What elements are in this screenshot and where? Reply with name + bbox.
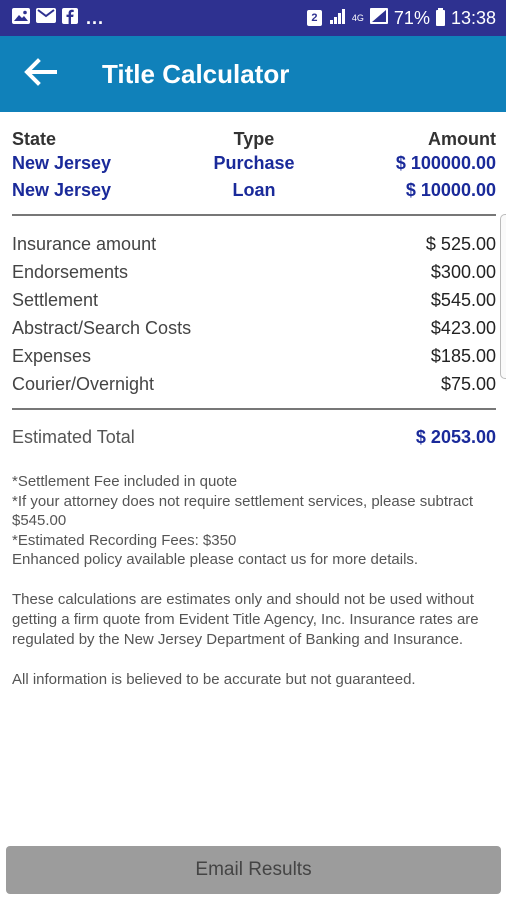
fee-label: Settlement <box>12 289 99 310</box>
email-results-button[interactable]: Email Results <box>6 846 501 894</box>
note-attorney-subtract: *If your attorney does not require settlement services, please subtract $545.00 <box>12 492 474 529</box>
divider <box>12 214 496 216</box>
fee-amount: $ 525.00 <box>425 233 496 254</box>
fee-row-insurance <box>12 230 496 258</box>
more-notifications: ... <box>86 8 105 28</box>
quote-type: Purchase <box>213 153 295 173</box>
quote-state: New Jersey <box>12 153 112 173</box>
fee-row-settlement <box>12 286 496 314</box>
total-amount: $ 2053.00 <box>415 426 496 447</box>
network-type: 4G <box>351 12 364 23</box>
quote-row-loan <box>12 177 496 204</box>
battery-icon <box>436 10 445 26</box>
fee-row-endorsements <box>12 258 496 286</box>
estimated-total-row <box>12 424 496 450</box>
note-settlement-included: *Settlement Fee included in quote <box>12 473 238 490</box>
quote-table-header <box>12 128 496 150</box>
fee-amount: $75.00 <box>440 373 496 394</box>
quote-amount: $ 100000.00 <box>395 153 496 173</box>
fee-amount: $423.00 <box>430 317 496 338</box>
quote-type: Loan <box>232 180 276 200</box>
quote-amount: $ 10000.00 <box>405 180 496 200</box>
clock: 13:38 <box>450 7 496 28</box>
fee-amount: $185.00 <box>430 345 496 366</box>
arrow-left-icon <box>23 58 57 91</box>
calculator-results <box>12 112 496 690</box>
total-label: Estimated Total <box>12 426 135 447</box>
fee-row-courier <box>12 370 496 398</box>
fee-label: Courier/Overnight <box>12 373 155 394</box>
fee-label: Endorsements <box>12 261 129 282</box>
status-bar <box>0 0 506 36</box>
note-enhanced-policy: Enhanced policy available please contact us for more details. <box>12 551 419 568</box>
fee-label: Expenses <box>12 345 92 366</box>
disclaimer-text: These calculations are estimates only and should not be used without getting a firm quote from Evident Title Agency, Inc. Insurance rates are regulated by the New Jersey Department of Banking and Insurance. <box>12 590 479 648</box>
fee-notes <box>12 472 496 570</box>
fee-label: Insurance amount <box>12 233 157 254</box>
sim-badge: 2 <box>307 10 322 26</box>
fee-amount: $545.00 <box>430 289 496 310</box>
fee-row-abstract-search <box>12 314 496 342</box>
note-recording-fees: *Estimated Recording Fees: $350 <box>12 531 237 549</box>
status-bar-notifications <box>12 8 104 29</box>
scroll-indicator[interactable] <box>500 214 506 379</box>
divider <box>12 408 496 410</box>
mail-icon <box>36 8 56 28</box>
fee-amount: $300.00 <box>430 261 496 282</box>
wifi-icon <box>370 8 388 29</box>
battery-percent: 71% <box>393 7 430 28</box>
signal-icon <box>328 8 346 29</box>
header-type: Type <box>233 128 275 149</box>
accuracy-note: All information is believed to be accurate but not guaranteed. <box>12 670 416 688</box>
fee-label: Abstract/Search Costs <box>12 317 192 338</box>
fee-row-expenses <box>12 342 496 370</box>
app-bar <box>0 36 506 112</box>
header-amount: Amount <box>428 128 496 149</box>
fee-list <box>12 230 496 398</box>
quote-state: New Jersey <box>12 180 112 200</box>
status-bar-system <box>307 8 496 29</box>
quote-row-purchase <box>12 150 496 177</box>
image-icon <box>12 8 30 29</box>
page-title: Title Calculator <box>102 58 290 89</box>
back-button[interactable] <box>0 36 80 112</box>
facebook-icon <box>62 8 78 29</box>
header-state: State <box>12 128 57 149</box>
